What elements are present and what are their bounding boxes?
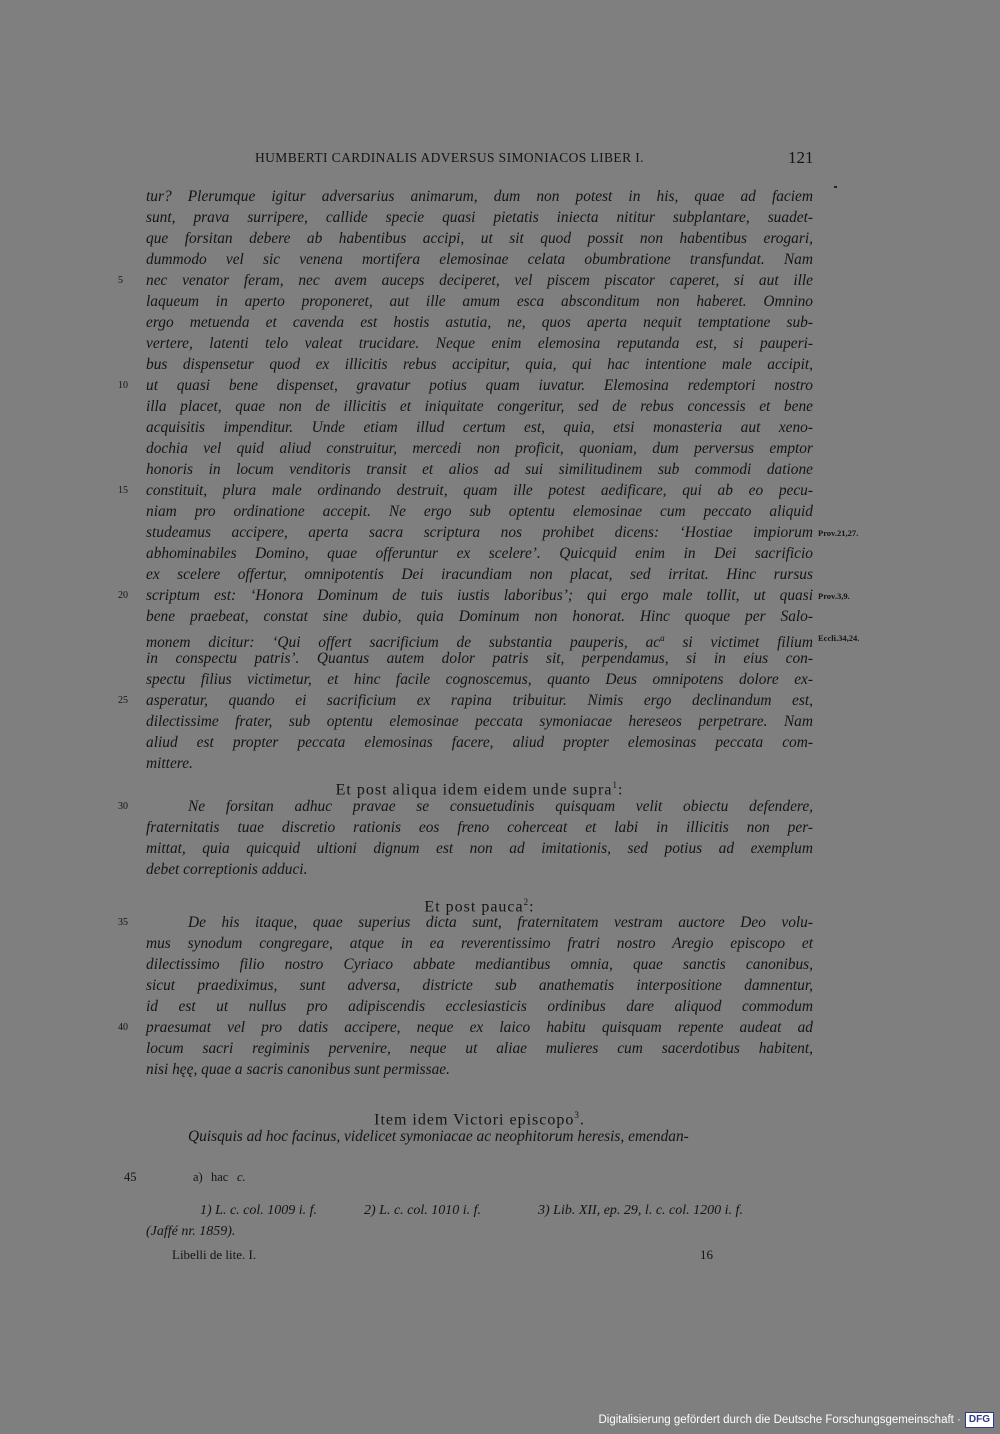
text-line (146, 627, 813, 652)
page-header-title: HUMBERTI CARDINALIS ADVERSUS SIMONIACOS LIBER I. (255, 150, 644, 165)
text-line: acquisitis impenditur. Unde etiam illud certum est, quia, etsi monasteria aut xeno- (146, 419, 813, 436)
text-line: ex scelere offertur, omnipotentis Dei iracundiam non placat, sed irritat. Hinc rursus (146, 566, 813, 583)
heading-text: Et post aliqua idem eidem unde supra (335, 781, 613, 799)
footnote-1: 1) L. c. col. 1009 i. f. (200, 1203, 318, 1218)
text-segment: monem dicitur: ‘Qui offert sacrificium de substantia pauperis, ac (146, 634, 661, 652)
section-heading (146, 891, 813, 918)
apparatus-line-number: 45 (124, 1170, 137, 1184)
line-number: 5 (118, 275, 123, 286)
heading-punctuation: : (617, 781, 624, 799)
dfg-credit-text: Digitalisierung gefördert durch die Deutsche Forschungsgemeinschaft · (598, 1414, 961, 1426)
text-line: studeamus accipere, aperta sacra scriptura nos prohibet dicens: ‘Hostiae impiorum (146, 524, 813, 541)
heading-text: Item idem Victori episcopo (374, 1111, 575, 1129)
margin-scripture-reference: Eccli.34,24. (818, 633, 860, 643)
margin-scripture-reference: Prov.21,27. (818, 528, 859, 538)
text-line: sicut praediximus, sunt adversa, districte sub anathematis interpositione damnentur, (146, 977, 813, 994)
text-line: scriptum est: ‘Honora Dominum de tuis iustis laboribus’; qui ergo male tollit, ut quasi (146, 587, 813, 604)
text-line: mittat, quia quicquid ultioni dignum est non ad imitationis, sed potius ad exemplum (146, 840, 813, 857)
footer-series-title: Libelli de lite. I. (172, 1247, 257, 1262)
text-line: constituit, plura male ordinando destruit, quam ille potest aedificare, qui ab eo pecu- (146, 482, 813, 499)
apparatus-editor: c. (237, 1170, 246, 1184)
heading-punctuation: . (579, 1111, 585, 1129)
text-line: locum sacri regiminis pervenire, neque ut aliae mulieres cum sacerdotibus habitent, (146, 1040, 813, 1057)
text-line: aliud est propter peccata elemosinas facere, aliud propter elemosinas peccata com- (146, 734, 813, 751)
text-line: bus dispensetur quod ex illicitis rebus accipitur, quia, qui hac intentione male accipit, (146, 356, 813, 373)
text-line: ergo metuenda et cavenda est hostis astutia, ne, quos aperta nequit temptatione sub- (146, 314, 813, 331)
scan-speck (834, 186, 837, 188)
text-line: nec venator feram, nec avem auceps deciperet, vel piscem piscator caperet, si aut ille (146, 272, 813, 289)
apparatus-marker: a (660, 633, 665, 643)
margin-scripture-reference: Prov.3,9. (818, 591, 850, 601)
line-number: 15 (118, 485, 128, 496)
line-number: 20 (118, 590, 128, 601)
footnote-2: 2) L. c. col. 1010 i. f. (364, 1203, 482, 1218)
text-line: vertere, latenti telo valeat trucidare. Neque enim elemosina reputanda est, si pauperi- (146, 335, 813, 352)
apparatus-label: a) (193, 1170, 203, 1184)
text-line: laqueum in aperto proponeret, aut ille amum esca absconditum non haberet. Omnino (146, 293, 813, 310)
footnote-marker: 2 (523, 897, 530, 907)
text-line: dochia vel quid aliud construitur, mercedi non proficit, quoniam, dum perversus emptor (146, 440, 813, 457)
heading-punctuation: : (529, 898, 535, 916)
text-line: sunt, prava surripere, callide specie quasi pietatis iniecta nititur subplantare, suadet- (146, 209, 813, 226)
text-segment: si victimet filium (682, 634, 813, 652)
text-line: ut quasi bene dispenset, gravatur potius quam iuvatur. Elemosina redemptori nostro (146, 377, 813, 394)
text-line: illa placet, quae non de illicitis et iniquitate congeritur, sed de rebus concessis et bene (146, 398, 813, 415)
text-line: mittere. (146, 755, 193, 772)
text-line: dummodo vel sic venena mortifera elemosinae celata obumbratione transfundat. Nam (146, 251, 813, 268)
text-line: in conspectu patris’. Quantus autem dolor patris sit, perpendamus, si in eius con- (146, 650, 813, 667)
text-line: De his itaque, quae superius dicta sunt, fraternitatem vestram auctore Deo volu- (188, 914, 813, 931)
heading-text: Et post pauca (424, 898, 524, 916)
text-line: tur? Plerumque igitur adversarius animarum, dum non potest in his, quae ad faciem (146, 188, 813, 205)
text-line: bene praebeat, constat sine dubio, quia Dominum non honorat. Hinc quoque per Salo- (146, 608, 813, 625)
text-line: Ne forsitan adhuc pravae se consuetudinis quisquam velit obiectu defendere, (188, 798, 813, 815)
section-heading (146, 774, 813, 801)
footnote-3-continued: (Jaffé nr. 1859). (146, 1224, 236, 1239)
text-line: niam pro ordinatione accepit. Ne ergo sub optentu elemosinae cum peccato aliquid (146, 503, 813, 520)
section-heading (146, 1104, 813, 1131)
apparatus-text: hac (211, 1170, 229, 1184)
text-line: dilectissimo filio nostro Cyriaco abbate mediantibus omnia, quae sanctis canonibus, (146, 956, 813, 973)
text-line: Quisquis ad hoc facinus, videlicet symoniacae ac neophitorum heresis, emendan- (188, 1128, 689, 1145)
page-number: 121 (788, 148, 814, 167)
text-line: debet correptionis adduci. (146, 861, 308, 878)
footnote-marker: 3 (574, 1110, 580, 1120)
text-line: praesumat vel pro datis accipere, neque ex laico habitu quisquam repente audeat ad (146, 1019, 813, 1036)
line-number: 10 (118, 380, 128, 391)
text-line: id est ut nullus pro adipiscendis ecclesiasticis ordinibus dare aliquod commodum (146, 998, 813, 1015)
text-line: dilectissime frater, sub optentu elemosinae peccata symoniacae hereseos perpetrare. Nam (146, 713, 813, 730)
line-number: 35 (118, 917, 128, 928)
line-number: 30 (118, 801, 128, 812)
dfg-logo: DFG (965, 1412, 994, 1428)
line-number: 25 (118, 695, 128, 706)
text-line: abhominabiles Domino, quae offeruntur ex scelere’. Quicquid enim in Dei sacrificio (146, 545, 813, 562)
text-line: nisi hęę, quae a sacris canonibus sunt permissae. (146, 1061, 450, 1078)
text-line: asperatur, quando ei sacrificium ex rapina tribuitur. Nimis ergo declinandum est, (146, 692, 813, 709)
text-line: honoris in locum venditoris transit et alios ad sui similitudinem sub commodi datione (146, 461, 813, 478)
text-line: fraternitatis tuae discretio rationis eos freno coherceat et labi in illicitis non per- (146, 819, 813, 836)
text-line: que forsitan debere ab habentibus accipi, ut sit quod possit non habentibus erogari, (146, 230, 813, 247)
text-line: mus synodum congregare, atque in ea reverentissimo fratri nostro Aregio episcopo et (146, 935, 813, 952)
footer-signature: 16 (700, 1247, 713, 1262)
line-number: 40 (118, 1022, 128, 1033)
dfg-credit-bar (598, 1412, 994, 1428)
text-line: spectu filius victimetur, et hinc facile cognoscemus, quanto Deus omnipotens dolore ex- (146, 671, 813, 688)
footnote-3: 3) Lib. XII, ep. 29, l. c. col. 1200 i. f. (538, 1203, 743, 1218)
footnote-marker: 1 (612, 780, 618, 790)
